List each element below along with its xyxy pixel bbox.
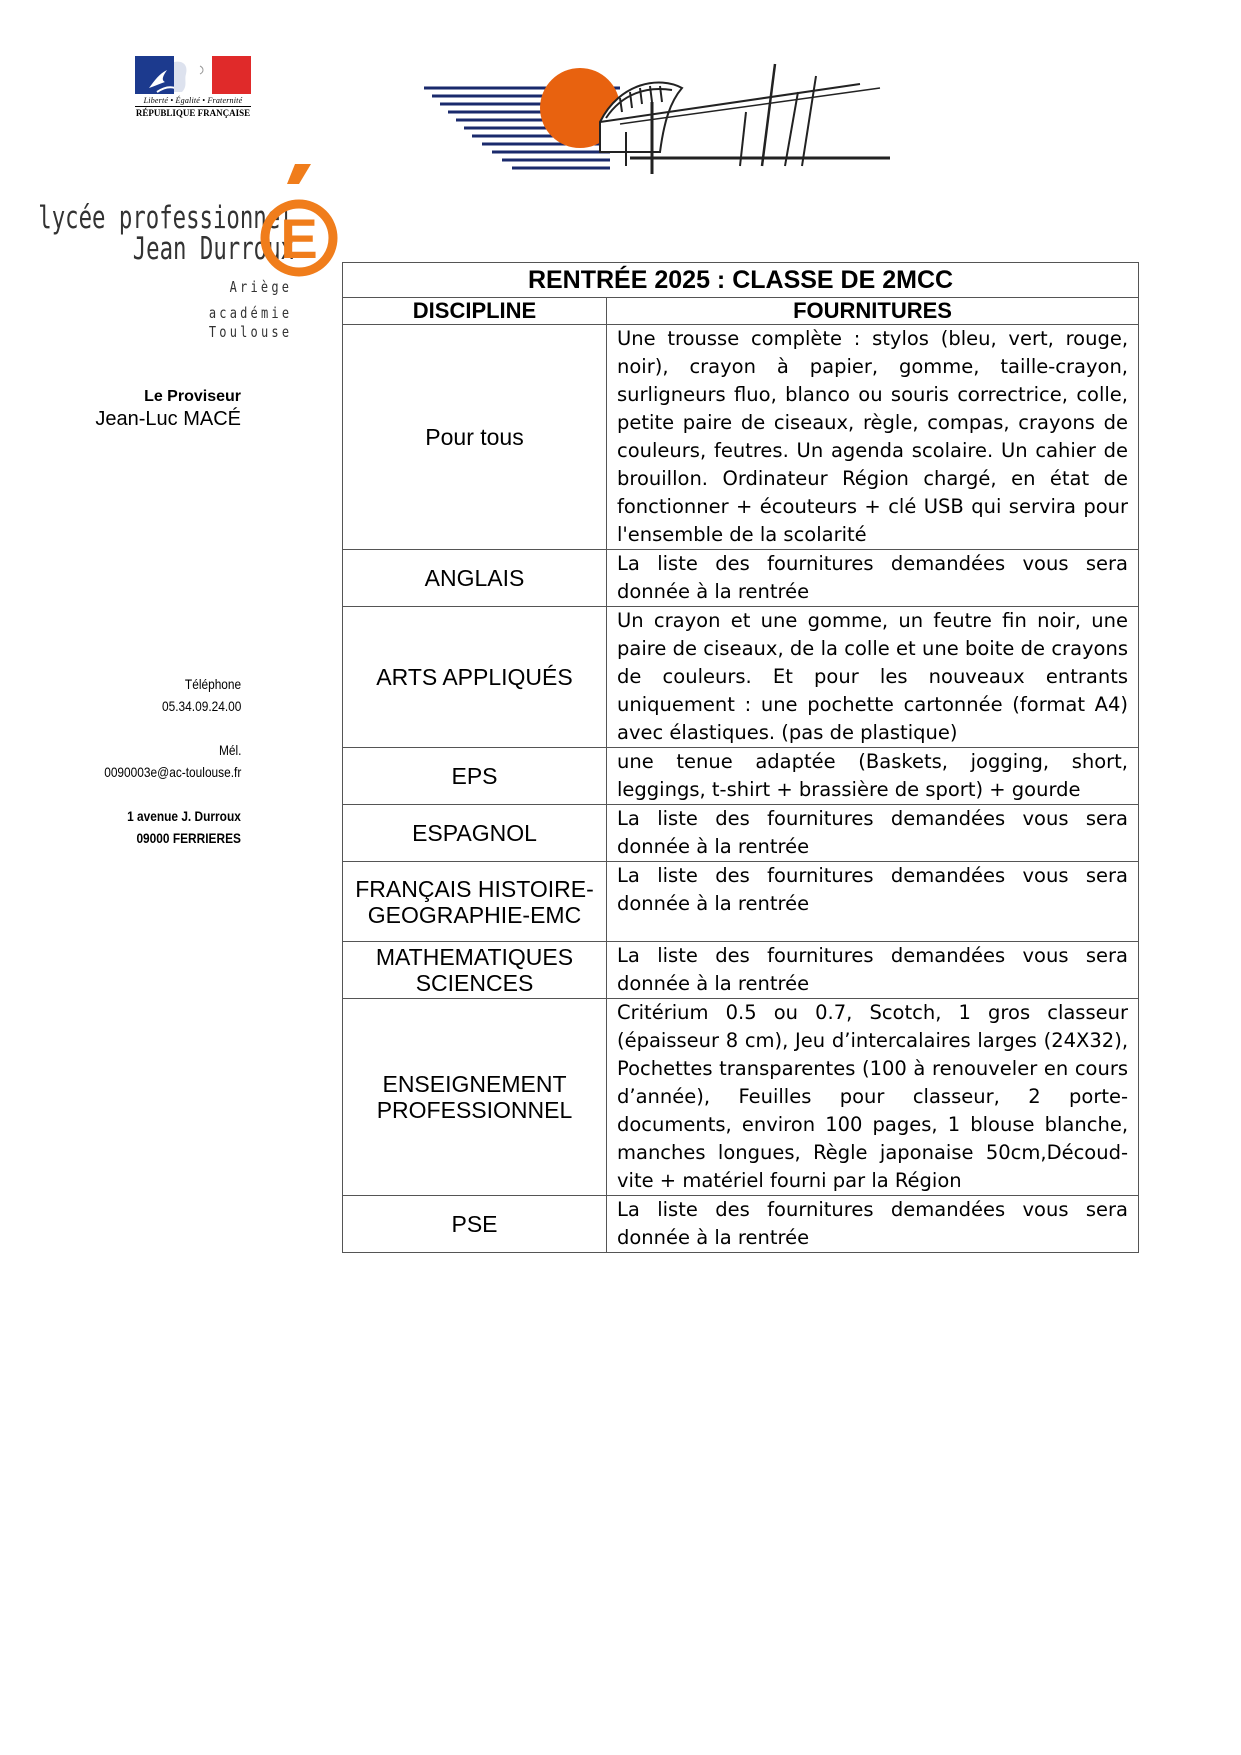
table-title: RENTRÉE 2025 : CLASSE DE 2MCC <box>343 263 1139 298</box>
fournitures-cell: La liste des fournitures demandées vous sera donnée à la rentrée <box>607 862 1139 942</box>
table-row <box>343 1196 1139 1253</box>
school-building-illustration-icon <box>420 62 900 192</box>
rf-name: RÉPUBLIQUE FRANÇAISE <box>135 108 251 118</box>
discipline-cell: PSE <box>343 1196 607 1253</box>
proviseur-title: Le Proviseur <box>144 388 241 405</box>
email-link[interactable]: 0090003e@ac-toulouse.fr <box>103 764 241 780</box>
table-row <box>343 325 1139 550</box>
lycee-name-line2: Jean Durroux <box>132 231 294 267</box>
rf-motto: Liberté • Égalité • Fraternité <box>143 96 243 105</box>
svg-text:E: E <box>280 207 318 270</box>
fournitures-cell: La liste des fournitures demandées vous sera donnée à la rentrée <box>607 1196 1139 1253</box>
orange-e-logo-icon <box>259 158 339 288</box>
fournitures-cell: Une trousse complète : stylos (bleu, vert, rouge, noir), crayon à papier, gomme, taille-crayon, surligneurs fluo, blanco ou souris correctrice, colle, petite paire de ciseaux, règle, compas, crayons de couleurs, feutres. Un agenda scolaire. Un cahier de brouillon. Ordinateur Région chargé, en état de fonctionner + écouteurs + clé USB qui servira pour l'ensemble de la scolarité <box>607 325 1139 550</box>
fournitures-cell: Critérium 0.5 ou 0.7, Scotch, 1 gros classeur (épaisseur 8 cm), Jeu d’intercalaires larges (24X32), Pochettes transparentes (100 à renouveler en cours d’année), Feuilles pour classeur, 2 porte-documents, environ 100 pages, 1 blouse blanche, manches longues, Règle japonaise 50cm,Découd-vite + matériel fourni par la Région <box>607 999 1139 1196</box>
table-row <box>343 862 1139 942</box>
header-discipline: DISCIPLINE <box>343 298 607 325</box>
discipline-cell: ANGLAIS <box>343 550 607 607</box>
header-fournitures: FOURNITURES <box>607 298 1139 325</box>
table-row <box>343 607 1139 748</box>
discipline-cell: ESPAGNOL <box>343 805 607 862</box>
telephone-value: 05.34.09.24.00 <box>161 698 241 714</box>
republique-francaise-logo <box>135 56 251 118</box>
telephone-label: Téléphone <box>184 676 241 692</box>
supplies-table <box>342 262 1139 1253</box>
fournitures-cell: La liste des fournitures demandées vous sera donnée à la rentrée <box>607 805 1139 862</box>
lycee-toulouse: Toulouse <box>208 323 292 341</box>
lycee-academie: académie <box>208 304 292 322</box>
discipline-cell: ENSEIGNEMENT PROFESSIONNEL <box>343 999 607 1196</box>
table-row <box>343 805 1139 862</box>
discipline-cell: ARTS APPLIQUÉS <box>343 607 607 748</box>
table-row <box>343 748 1139 805</box>
address-line2: 09000 FERRIERES <box>136 830 241 846</box>
fournitures-cell: Un crayon et une gomme, un feutre fin noir, une paire de ciseaux, de la colle et une boite de crayons de couleurs. Et pour les nouveaux entrants uniquement : une pochette cartonnée (format A4) avec élastiques. (pas de plastique) <box>607 607 1139 748</box>
fournitures-cell: une tenue adaptée (Baskets, jogging, short, leggings, t-shirt + brassière de sport) + gourde <box>607 748 1139 805</box>
lycee-ariege: Ariège <box>229 278 292 296</box>
discipline-cell: Pour tous <box>343 325 607 550</box>
discipline-cell: FRANÇAIS HISTOIRE-GEOGRAPHIE-EMC <box>343 862 607 942</box>
table-row <box>343 999 1139 1196</box>
lycee-name-line1: lycée professionnel <box>38 200 294 236</box>
lycee-logo <box>38 158 334 348</box>
mel-label: Mél. <box>218 742 241 758</box>
address-line1: 1 avenue J. Durroux <box>127 808 241 824</box>
discipline-cell: MATHEMATIQUES SCIENCES <box>343 942 607 999</box>
discipline-cell: EPS <box>343 748 607 805</box>
proviseur-name: Jean-Luc MACÉ <box>95 408 241 430</box>
table-row <box>343 550 1139 607</box>
table-row <box>343 942 1139 999</box>
french-flag-icon <box>135 56 251 94</box>
fournitures-cell: La liste des fournitures demandées vous sera donnée à la rentrée <box>607 550 1139 607</box>
fournitures-cell: La liste des fournitures demandées vous sera donnée à la rentrée <box>607 942 1139 999</box>
